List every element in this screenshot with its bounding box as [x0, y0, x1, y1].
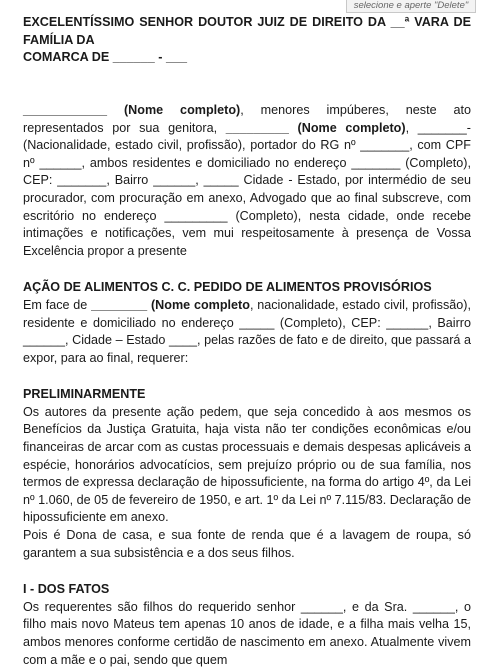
section-facts-title: I - DOS FATOS [23, 582, 110, 597]
intro-seg-4: , _______- (Nacionalidade, estado civil, profissão), portador do RG nº _______, com CPF nº ______, ambos residentes e domiciliado no endereço _______ (Completo), CEP: _______, Bairro ______, _____ Cidade - Estado, por intermédio de seu procurador, com procuração em anexo, Advogado que ao final subscreve, com escritório no endereço _________ (Completo), nesta cidade, onde recebe intimações e notificações, vem mui respeitosamente à presença de Vossa Excelência propor a presente [23, 120, 471, 258]
action-seg-1: ________ (Nome completo [91, 297, 250, 312]
intro-seg-2: , menores impúberes, neste ato representados por sua genitora, [23, 102, 471, 135]
action-seg-0: Em face de [23, 297, 92, 312]
intro-seg-0: ____________ [23, 102, 124, 117]
court-header-line1: EXCELENTÍSSIMO SENHOR DOUTOR JUIZ DE DIREITO DA __ª VARA DE FAMÍLIA DA [23, 15, 471, 47]
action-seg-2: , nacionalidade, estado civil, profissão), residente e domiciliado no endereço _____ (Completo), CEP: ______, Bairro ______, Cidade – Estado ____, pelas razões de fato e de direito, que passará a expor, para ao final, requerer: [23, 297, 471, 365]
intro-seg-1: (Nome completo) [123, 102, 241, 117]
court-header-line2: COMARCA DE ______ - ___ [23, 50, 188, 65]
prelim-paragraph-1: Os autores da presente ação pedem, que seja concedido à aos mesmos os Benefícios da Justiça Gratuita, haja vista não ter condições econômicas e/ou financeiras de arcar com as custas processuais e demais despesas aplicáveis a espécie, honorários advocatícios, sem prejuízo próprio ou de sua família, nos termos de expressa declaração de hipossuficiente, na forma do artigo 4º, da Lei nº 1.060, de 05 de fevereiro de 1950, e art. 1º da Lei nº 7.115/83. Declaração de hipossuficiente em anexo. [23, 404, 471, 525]
intro-seg-3: _________ (Nome completo) [225, 120, 406, 135]
petition-document [23, 14, 471, 669]
action-paragraph [23, 297, 471, 367]
court-header [23, 14, 471, 67]
delete-hint-banner: selecione e aperte "Delete" [346, 0, 476, 13]
section-action-title: AÇÃO DE ALIMENTOS C. C. PEDIDO DE ALIMENTOS PROVISÓRIOS [23, 280, 432, 295]
intro-paragraph [23, 102, 471, 260]
section-prelim-title: PRELIMINARMENTE [23, 387, 146, 402]
facts-paragraph-1: Os requerentes são filhos do requerido senhor ______, e da Sra. ______, o filho mais novo Mateus tem apenas 10 anos de idade, e a filha mais velha 15, ambos menores conforme certidão de nascimento em anexo. Atualmente vivem com a mãe e o pai, sendo que quem [23, 599, 471, 667]
prelim-paragraph-2: Pois é Dona de casa, e sua fonte de renda que é a lavagem de roupa, só garantem a sua subsistência e a dos seus filhos. [23, 528, 471, 560]
